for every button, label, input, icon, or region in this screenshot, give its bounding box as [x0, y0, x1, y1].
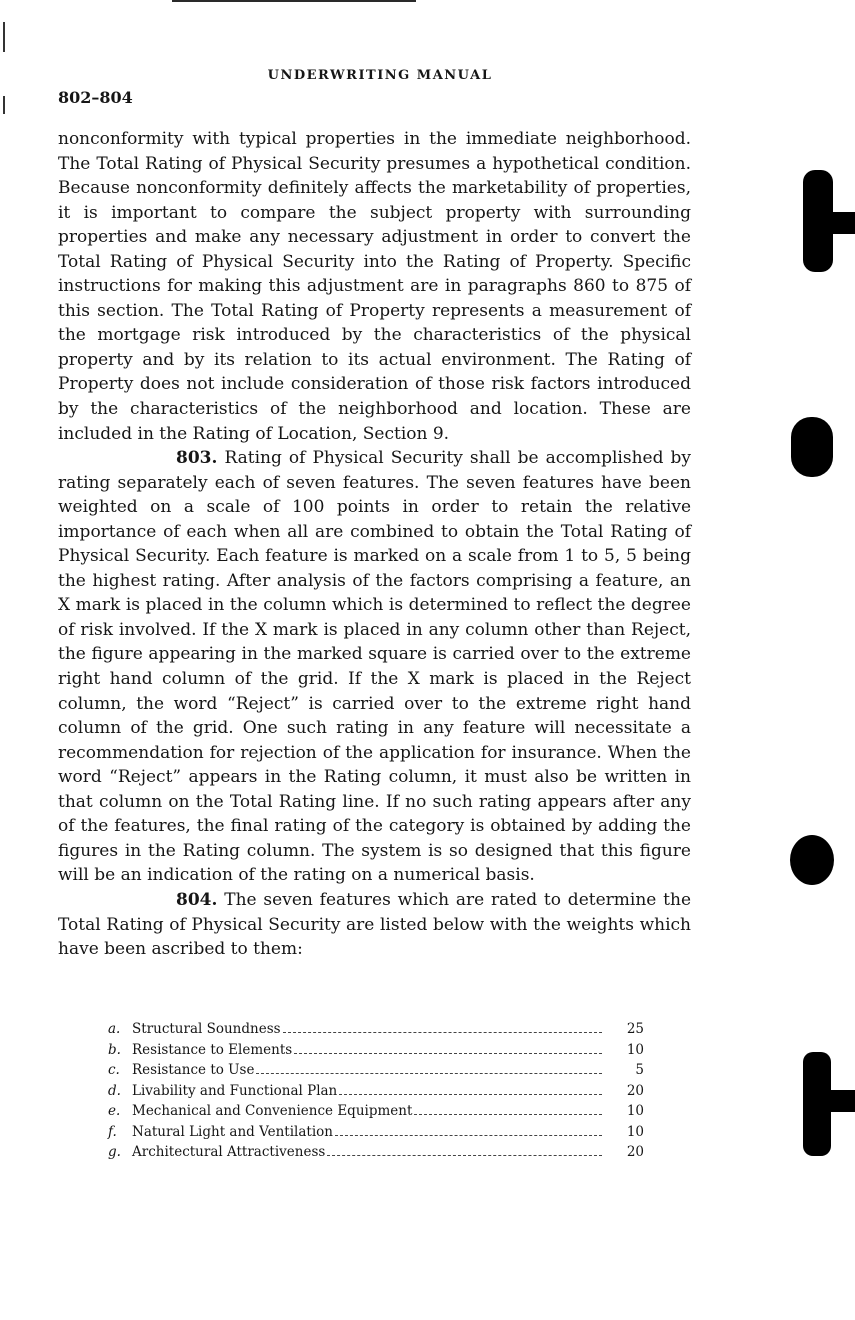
dashed-leader [256, 1073, 602, 1074]
binder-hole-mark [791, 417, 833, 477]
top-rule [172, 0, 416, 2]
dashed-leader [327, 1155, 602, 1156]
feature-name: Structural Soundness [132, 1021, 281, 1037]
running-header-title: UNDERWRITING MANUAL [267, 68, 493, 83]
feature-letter: d. [108, 1082, 121, 1099]
feature-name: Resistance to Use [132, 1062, 255, 1078]
dashed-leader [294, 1053, 602, 1054]
feature-letter: g. [108, 1144, 121, 1160]
paragraph-text: Rating of Physical Security shall be accomplished by rating separately each of seven features. The seven features have been weighted on a scale of 100 points in order to retain the relative importance of each when all are combined to obtain the Total Rating of Physical Security. Each feature is marked on a scale from 1 to 5, 5 being the highest rating. After analysis of the factors comprising a feature, an X mark is placed in the column which is determined to reflect the degree of risk involved. If the X mark is placed in any column other than Reject, the figure appearing in the marked square is carried over to the extreme right hand column of the grid. If the X mark is placed in the Reject column, the word “Reject” is carried over to the extreme right hand column of the grid. One such rating in any feature will necessitate a recommendation for rejection of the application for insurance. When the word “Reject” appears in the Rating column, it must also be written in that column on the Total Rating line. If no such rating appears after any of the features, the final rating of the category is obtained by adding the figures in the Rating column. The system is so designed that this figure will be an indication of the rating on a numerical basis. [58, 448, 691, 886]
feature-name: Mechanical and Convenience Equipment [132, 1103, 413, 1119]
body-text [58, 127, 691, 962]
feature-weight: 20 [626, 1144, 644, 1160]
feature-item [108, 1122, 644, 1143]
feature-weight: 10 [626, 1123, 644, 1140]
dashed-leader [283, 1032, 602, 1033]
paragraph-number: 803. [176, 448, 218, 469]
binder-clip-mark [826, 212, 855, 234]
page-range: 802–804 [58, 88, 133, 107]
feature-item [108, 1101, 644, 1122]
feature-item [108, 1040, 644, 1061]
feature-name: Livability and Functional Plan [132, 1082, 338, 1099]
feature-item [108, 1060, 644, 1081]
paragraph-number: 804. [176, 889, 218, 910]
feature-weight: 5 [635, 1062, 644, 1078]
feature-letter: e. [108, 1103, 121, 1119]
feature-weights-list [108, 1019, 644, 1163]
feature-name: Natural Light and Ventilation [132, 1123, 333, 1140]
feature-name: Resistance to Elements [132, 1041, 293, 1058]
dashed-leader [414, 1114, 602, 1115]
feature-weight: 25 [626, 1021, 644, 1037]
scan-margin-mark [3, 22, 5, 52]
feature-item [108, 1081, 644, 1102]
binder-hole-mark [790, 835, 834, 885]
dashed-leader [339, 1094, 602, 1095]
binder-clip-mark [826, 1090, 855, 1112]
scan-margin-mark [3, 96, 5, 114]
feature-letter: b. [108, 1041, 121, 1058]
feature-weight: 10 [626, 1103, 644, 1119]
feature-letter: f. [108, 1123, 117, 1140]
dashed-leader [335, 1135, 602, 1136]
paragraph-text: The seven features which are rated to determine the Total Rating of Physical Security are listed below with the weights which have been ascribed to them: [58, 889, 692, 960]
feature-item [108, 1142, 644, 1163]
feature-item [108, 1019, 644, 1040]
paragraph-804 [58, 888, 691, 962]
feature-weight: 10 [626, 1041, 644, 1058]
feature-letter: c. [108, 1062, 120, 1078]
feature-letter: a. [108, 1021, 121, 1037]
feature-weight: 20 [626, 1082, 644, 1099]
paragraph-continued: nonconformity with typical properties in the immediate neighborhood. The Total Rating of Physical Security presumes a hypothetical condition. Because nonconformity definitely affects the marketability of properties, it is important to compare the subject property with surrounding properties and make any necessary adjustment in order to convert the Total Rating of Physical Security into the Rating of Property. Specific instructions for making this adjustment are in paragraphs 860 to 875 of this section. The Total Rating of Property represents a measurement of the mortgage risk introduced by the characteristics of the physical property and by its relation to its actual environment. The Rating of Property does not include consideration of those risk factors introduced by the characteristics of the neighborhood and location. These are included in the Rating of Location, Section 9. [58, 129, 691, 444]
paragraph-803 [58, 446, 691, 888]
feature-name: Architectural Attractiveness [132, 1144, 326, 1160]
